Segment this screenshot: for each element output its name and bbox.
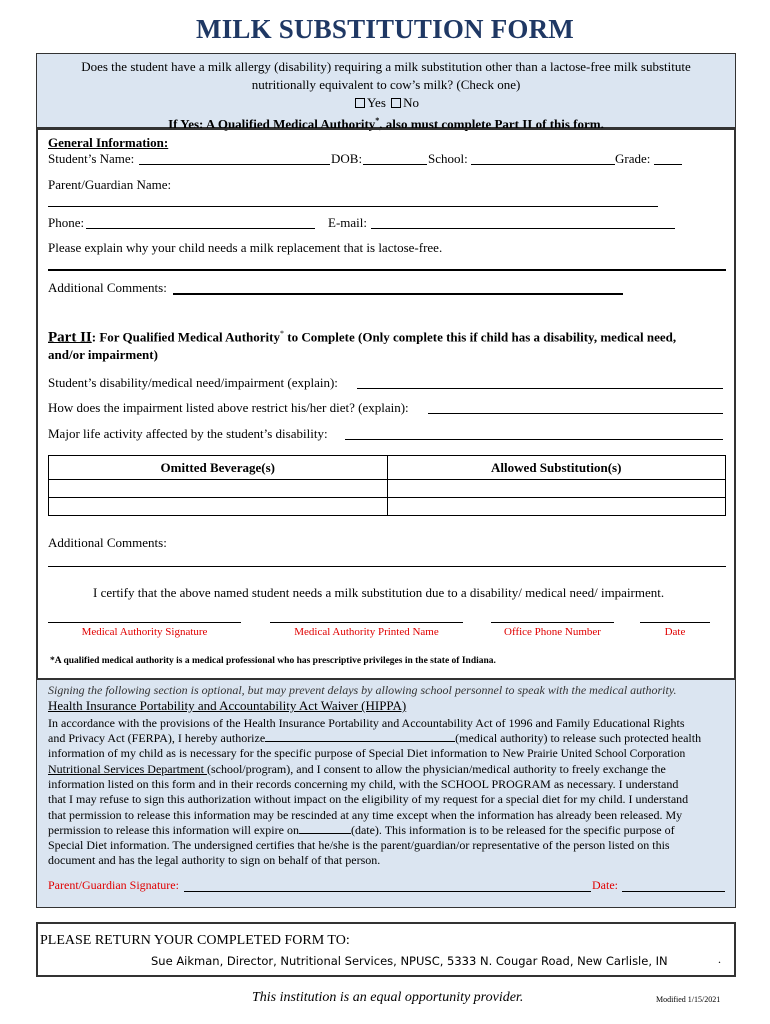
question-line-1: Does the student have a milk allergy (disability) requiring a milk substitution other than a lactose-free milk substitute	[81, 59, 691, 74]
hipaa-line	[48, 731, 728, 746]
disability-field[interactable]	[357, 388, 723, 389]
email-field[interactable]	[371, 228, 675, 229]
general-info-heading: General Information:	[48, 135, 169, 150]
school-field[interactable]	[471, 164, 615, 165]
hipaa-line: document and has the legal authority to sign on behalf of that person.	[48, 852, 381, 867]
comments-label: Additional Comments:	[48, 280, 167, 295]
return-address: Sue Aikman, Director, Nutritional Services, NPUSC, 5333 N. Cougar Road, New Carlisle, IN	[151, 954, 668, 968]
hipaa-line: Special Diet information. The undersigned certifies that he/she is the parent/guardian/or representative of the person listed on this	[48, 837, 670, 852]
table-row	[49, 480, 726, 498]
restriction-field[interactable]	[428, 413, 723, 414]
omitted-beverage-cell[interactable]	[49, 480, 388, 498]
grade-label: Grade:	[615, 151, 651, 166]
parent-name-label: Parent/Guardian Name:	[48, 177, 172, 192]
grade-field[interactable]	[654, 164, 682, 165]
hipaa-line	[48, 746, 728, 762]
hipaa-text: (date). This information is to be released for the specific purpose of	[350, 822, 675, 837]
part2-heading	[48, 329, 676, 346]
milk-allergy-question-box	[36, 53, 736, 132]
no-label: No	[403, 95, 420, 110]
school-corporation-name: New Prairie United School Corporation	[502, 748, 686, 761]
allowed-substitution-cell[interactable]	[387, 480, 726, 498]
hipaa-text: (medical authority) to release such protected health	[455, 731, 702, 746]
question-line-2: nutritionally equivalent to cow’s milk? (Check one)	[251, 77, 521, 92]
ma-printed-name-label: Medical Authority Printed Name	[294, 626, 439, 638]
student-name-label: Student’s Name:	[48, 151, 135, 166]
part2-asterisk: *	[280, 329, 284, 338]
phone-field[interactable]	[86, 228, 315, 229]
office-phone-label: Office Phone Number	[504, 626, 601, 638]
table-row	[49, 498, 726, 516]
school-label: School:	[428, 151, 468, 166]
hipaa-line: In accordance with the provisions of the Health Insurance Portability and Accountability Act of 1996 and Family Educational Rights	[48, 716, 685, 730]
omitted-beverage-cell[interactable]	[49, 498, 388, 516]
modified-date: Modified 1/15/2021	[656, 995, 721, 1004]
parent-signature-label: Parent/Guardian Signature:	[48, 878, 179, 892]
parent-date-label: Date:	[592, 878, 618, 892]
allowed-substitution-header: Allowed Substitution(s)	[387, 456, 726, 480]
explain-label: Please explain why your child needs a milk replacement that is lactose-free.	[48, 240, 443, 255]
dob-field[interactable]	[363, 164, 427, 165]
footnote: *A qualified medical authority is a medical professional who has prescriptive privileges in the state of Indiana.	[50, 656, 496, 666]
life-activity-label: Major life activity affected by the student’s disability:	[48, 426, 328, 441]
office-phone-field[interactable]	[491, 622, 614, 623]
yes-no-options	[37, 94, 735, 112]
comments-field[interactable]	[173, 293, 623, 295]
return-address-box	[36, 922, 736, 977]
yes-checkbox[interactable]	[355, 98, 365, 108]
instruction-asterisk: *	[375, 116, 380, 125]
authorized-authority-field[interactable]	[265, 731, 455, 742]
return-heading: PLEASE RETURN YOUR COMPLETED FORM TO:	[40, 933, 350, 948]
substitution-table	[48, 455, 726, 516]
ma-signature-field[interactable]	[48, 622, 241, 623]
form-title: MILK SUBSTITUTION FORM	[196, 14, 574, 44]
allowed-substitution-cell[interactable]	[387, 498, 726, 516]
omitted-beverage-header: Omitted Beverage(s)	[49, 456, 388, 480]
hipaa-body	[48, 716, 728, 868]
return-address-dot: .	[718, 952, 721, 966]
restriction-label: How does the impairment listed above restrict his/her diet? (explain):	[48, 400, 409, 415]
table-header-row	[49, 456, 726, 480]
parent-date-field[interactable]	[622, 891, 725, 892]
hipaa-text: permission to release this information will expire on	[48, 822, 299, 837]
parent-name-field[interactable]	[48, 206, 658, 207]
ma-date-label: Date	[664, 626, 686, 638]
optional-note: Signing the following section is optional, but may prevent delays by allowing school personnel to speak with the medical authority.	[48, 683, 677, 697]
phone-label: Phone:	[48, 215, 85, 230]
hipaa-line: information listed on this form and in their records concerning my child, with the SCHOOL PROGRAM as necessary. I understand	[48, 777, 679, 792]
certify-statement: I certify that the above named student needs a milk substitution due to a disability/ medical need/ impairment.	[93, 585, 665, 600]
email-label: E-mail:	[328, 215, 367, 230]
expire-date-field[interactable]	[299, 823, 351, 834]
hipaa-line: that I may refuse to sign this authorization without impact on the eligibility of my request for a special diet for my child. I understand	[48, 792, 689, 807]
hipaa-line: that permission to release this information may be rescinded at any time except when the information has already been released. My	[48, 807, 683, 822]
part2-heading-line2: and/or impairment)	[48, 347, 158, 362]
disability-label: Student’s disability/medical need/impairment (explain):	[48, 375, 338, 390]
part2-comments-label: Additional Comments:	[48, 535, 167, 550]
ma-date-field[interactable]	[640, 622, 710, 623]
dob-label: DOB:	[331, 151, 363, 166]
ma-printed-name-field[interactable]	[270, 622, 463, 623]
ma-signature-label: Medical Authority Signature	[81, 626, 208, 638]
yes-label: Yes	[366, 95, 386, 110]
hipaa-text: (school/program), and I consent to allow the physician/medical authority to freely exchange the	[206, 762, 666, 777]
instruction-text-a: If Yes: A Qualified Medical Authority	[168, 116, 376, 132]
part2-comments-field[interactable]	[48, 566, 726, 567]
hipaa-line	[48, 823, 728, 838]
parent-signature-field[interactable]	[184, 891, 591, 892]
equal-opportunity-statement: This institution is an equal opportunity provider.	[252, 990, 524, 1005]
department-name: Nutritional Services Department	[48, 762, 207, 777]
explain-field[interactable]	[48, 269, 726, 271]
part2-heading-text-b: : For Qualified Medical Authority	[91, 329, 280, 345]
hipaa-heading: Health Insurance Portability and Accountability Act Waiver (HIPPA)	[48, 698, 407, 713]
hipaa-text: information of my child as is necessary for the specific purpose of Special Diet information to	[48, 746, 503, 761]
instruction-text-b: , also must complete Part II of this form.	[379, 116, 604, 132]
part2-heading-text-c: to Complete (Only complete this if child has a disability, medical need,	[284, 329, 677, 345]
no-checkbox[interactable]	[391, 98, 401, 108]
life-activity-field[interactable]	[345, 439, 723, 440]
hipaa-text: and Privacy Act (FERPA), I hereby authorize	[48, 731, 266, 746]
hipaa-line	[48, 762, 728, 777]
student-name-field[interactable]	[139, 164, 330, 165]
part2-label: Part II	[48, 329, 92, 346]
